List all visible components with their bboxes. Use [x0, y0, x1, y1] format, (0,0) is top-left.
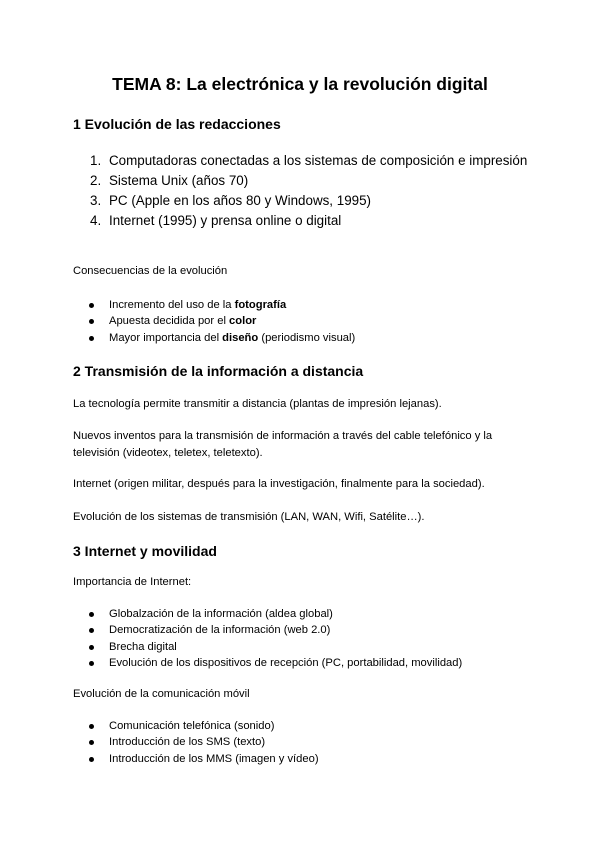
paragraph: La tecnología permite transmitir a distancia (plantas de impresión lejanas).: [73, 398, 442, 410]
redacciones-numbered-list: [73, 151, 528, 231]
bullet-bold-text: color: [229, 315, 257, 328]
list-item: [73, 655, 528, 671]
bullet-icon: [89, 661, 94, 666]
bullet-icon: [89, 612, 94, 617]
internet-importance-bullet-list: [73, 606, 528, 671]
bullet-icon: [89, 628, 94, 633]
paragraph: Internet (origen militar, después para la investigación, finalmente para la sociedad).: [73, 478, 485, 490]
comunicacion-movil-intro: Evolución de la comunicación móvil: [73, 688, 250, 700]
list-item-text: Internet (1995) y prensa online o digital: [109, 213, 342, 228]
bullet-text: Brecha digital: [109, 640, 177, 653]
bullet-bold-text: diseño: [222, 331, 259, 344]
list-item: [73, 622, 528, 638]
list-number: 1.: [90, 153, 102, 168]
bullet-icon: [89, 724, 94, 729]
bullet-text: Comunicación telefónica (sonido): [109, 720, 275, 732]
consecuencias-bullet-list: [73, 297, 528, 346]
consecuencias-intro: Consecuencias de la evolución: [73, 265, 228, 277]
bullet-text: Introducción de los SMS (texto): [109, 736, 266, 749]
section-1-heading: 1 Evolución de las redacciones: [73, 116, 281, 132]
comunicacion-movil-bullet-list: [73, 718, 528, 767]
paragraph: Nuevos inventos para la transmisión de información a través del cable telefónico y la televisión (videotex, teletex, teletexto).: [73, 430, 493, 459]
list-item: [73, 191, 528, 211]
list-item-text: Sistema Unix (años 70): [109, 173, 249, 188]
list-item: [73, 639, 528, 655]
list-item: [73, 297, 528, 313]
list-item: [73, 751, 528, 767]
list-item: [73, 171, 528, 191]
section-3-heading: 3 Internet y movilidad: [73, 543, 217, 559]
list-number: 3.: [90, 193, 102, 208]
bullet-text: Incremento del uso de la: [109, 299, 235, 311]
list-item: [73, 330, 528, 346]
bullet-text: Apuesta decidida por el: [109, 315, 230, 328]
list-item-text: PC (Apple en los años 80 y Windows, 1995): [109, 193, 372, 208]
bullet-icon: [89, 319, 94, 324]
bullet-bold-text: fotografía: [234, 299, 287, 311]
list-item: [73, 313, 528, 329]
bullet-text: Globalzación de la información (aldea global): [109, 608, 333, 620]
page-title: TEMA 8: La electrónica y la revolución digital: [112, 74, 488, 94]
bullet-text: Introducción de los MMS (imagen y vídeo): [109, 752, 319, 765]
list-number: 2.: [90, 173, 102, 188]
paragraph: Evolución de los sistemas de transmisión (LAN, WAN, Wifi, Satélite…).: [73, 511, 425, 523]
list-item: [73, 606, 528, 622]
internet-importance-intro: Importancia de Internet:: [73, 576, 192, 588]
bullet-text: Democratización de la información (web 2.0): [109, 624, 331, 637]
bullet-icon: [89, 740, 94, 745]
bullet-icon: [89, 336, 94, 341]
bullet-icon: [89, 645, 94, 650]
list-item: [73, 151, 528, 171]
bullet-text: Mayor importancia del: [109, 331, 223, 344]
section-2-heading: 2 Transmisión de la información a distancia: [73, 363, 364, 379]
list-item: [73, 734, 528, 750]
list-item: [73, 211, 528, 231]
list-item: [73, 718, 528, 734]
bullet-text-suffix: (periodismo visual): [258, 331, 356, 344]
list-item-text: Computadoras conectadas a los sistemas de composición e impresión: [109, 153, 528, 168]
list-number: 4.: [90, 213, 102, 228]
bullet-icon: [89, 757, 94, 762]
bullet-text: Evolución de los dispositivos de recepción (PC, portabilidad, movilidad): [109, 656, 463, 669]
bullet-icon: [89, 303, 94, 308]
